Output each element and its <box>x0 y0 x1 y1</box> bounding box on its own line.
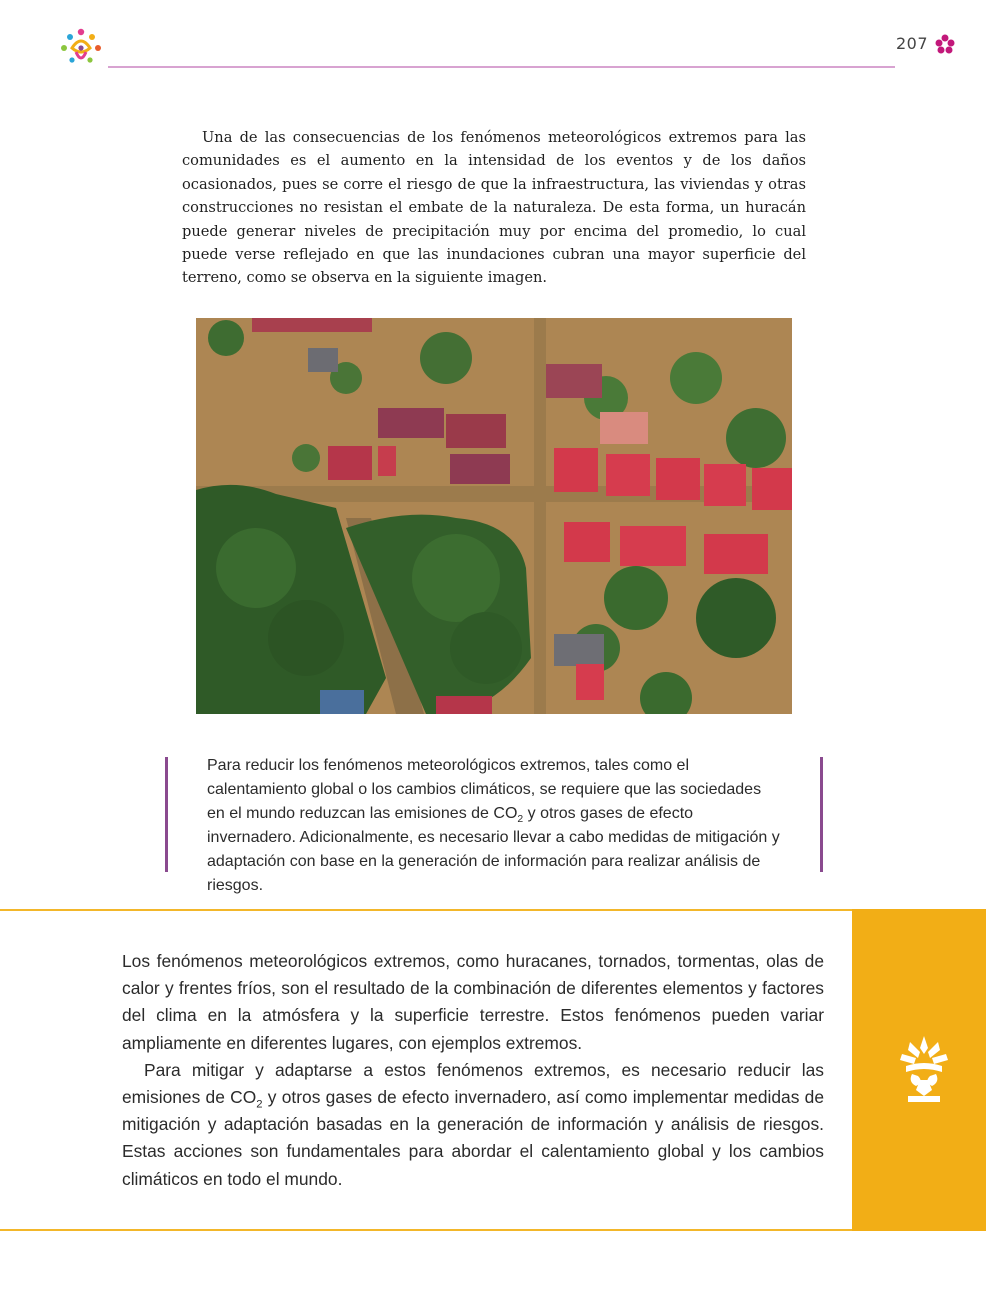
summary-top-rule <box>0 909 852 911</box>
note-text-end: y otros gases de efecto invernadero. Adicionalmente, es necesario llevar a cabo medidas de mitigación y adaptación con base en la generación de información para realizar análisis de riesgos. <box>207 805 780 894</box>
note-paragraph <box>207 754 781 898</box>
note-text-start: Para reducir los fenómenos meteorológicos extremos, tales como el calentamiento global o los cambios climáticos, se requiere que las sociedades en el mundo reduzcan las emisiones de CO <box>207 757 762 822</box>
summary-paragraph-2 <box>122 1057 824 1193</box>
summary-paragraph-2-start: Para mitigar y adaptarse a estos fenómenos extremos, es necesario reducir las emisiones de CO <box>122 1059 824 1108</box>
page-number: 207 <box>896 34 929 53</box>
note-subscript: 2 <box>517 814 524 826</box>
aerial-flooded-neighborhood-photo <box>196 318 792 714</box>
summary-bottom-rule <box>0 1229 852 1231</box>
summary-text <box>122 948 824 1193</box>
summary-subscript: 2 <box>256 1098 263 1111</box>
magenta-flower-ornament-icon <box>933 33 957 57</box>
note-right-bar <box>820 757 823 872</box>
summary-paragraph-2-end: y otros gases de efecto invernadero, así como implementar medidas de mitigación y adaptación basadas en la generación de información y análisis de riesgos. Estas acciones son fundamentales para abordar el calentamiento global y los cambios climáticos en todo el mundo. <box>122 1087 824 1189</box>
summary-paragraph-1: Los fenómenos meteorológicos extremos, como huracanes, tornados, tormentas, olas de calor y frentes fríos, son el resultado de la combinación de diferentes elementos y factores del clima en la atmósfera y la superficie terrestre. Estos fenómenos pueden variar ampliamente en diferentes lugares, con ejemplos extremos. <box>122 951 824 1053</box>
intro-paragraph: Una de las consecuencias de los fenómenos meteorológicos extremos para las comunidades es el aumento en la intensidad de los eventos y de los daños ocasionados, pues se corre el riesgo de que la infraestructura, las viviendas y otras construcciones no resistan el embate de la naturaleza. De esta forma, un huracán puede generar niveles de precipitación muy por encima del promedio, lo cual puede verse reflejado en que las inundaciones cubran una mayor superficie del terreno, como se observa en la siguiente imagen. <box>182 129 806 287</box>
white-plant-glyph-icon <box>898 1036 950 1102</box>
header-rule <box>108 66 895 68</box>
flower-dots-logo-icon <box>58 26 104 68</box>
note-left-bar <box>165 757 168 872</box>
